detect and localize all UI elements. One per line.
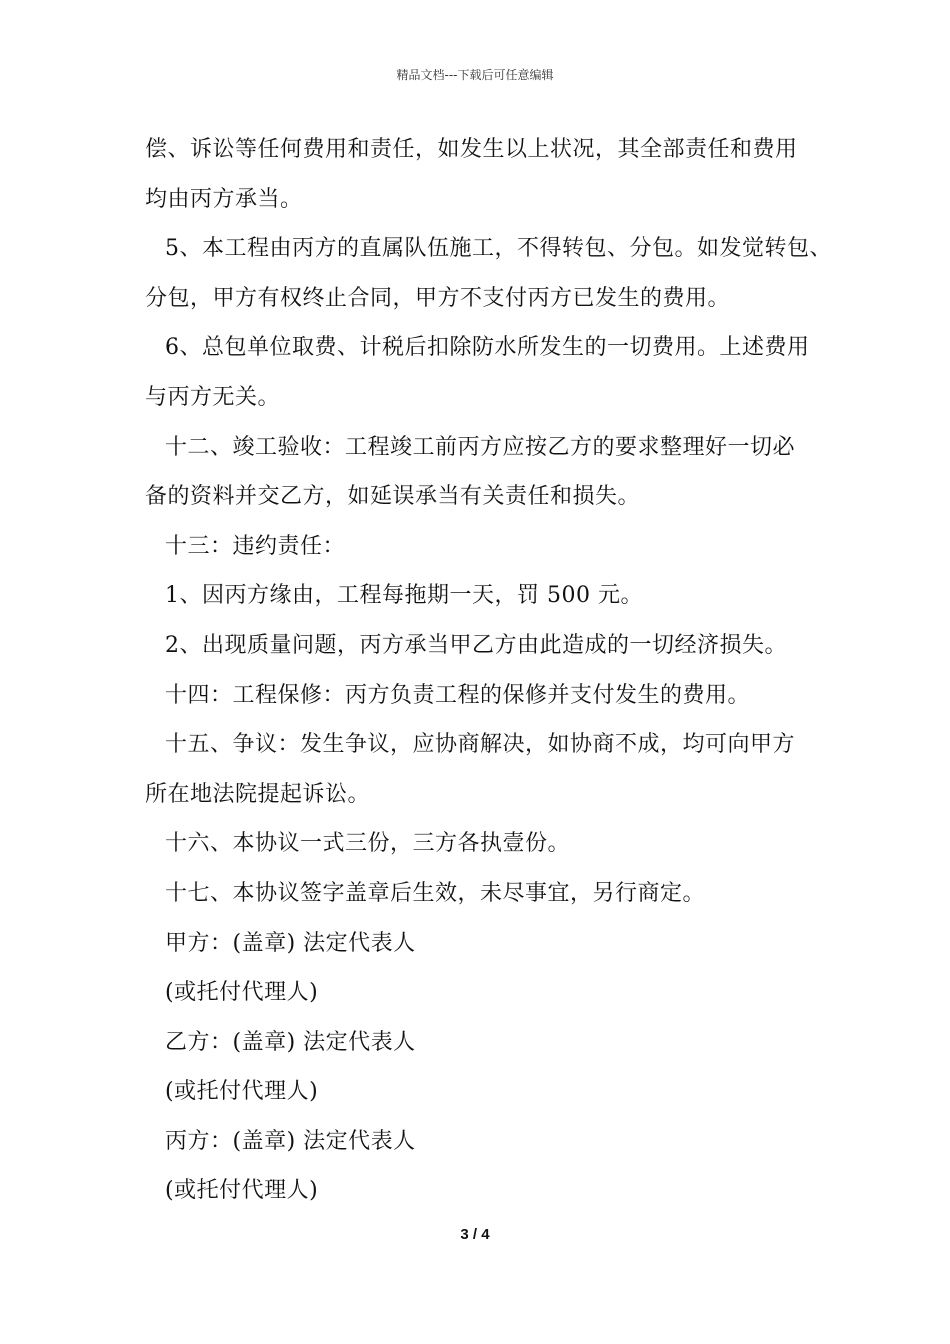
signature-line: (或托付代理人) [165,1178,319,1204]
text-line: 6、总包单位取费、计税后扣除防水所发生的一切费用。上述费用 [165,335,810,361]
document-body [145,125,835,1216]
text-line: 分包，甲方有权终止合同，甲方不支付丙方已发生的费用。 [145,285,731,311]
text-line: 十二、竣工验收：工程竣工前丙方应按乙方的要求整理好一切必 [165,434,796,460]
signature-line: (或托付代理人) [165,980,319,1006]
page-number: 3 / 4 [460,1226,490,1243]
text-line: 偿、诉讼等任何费用和责任，如发生以上状况，其全部责任和费用 [145,137,798,162]
text-line: 十六、本协议一式三份，三方各执壹份。 [165,831,571,857]
text-line: 与丙方无关。 [145,384,281,410]
text-line: 十四：工程保修：丙方负责工程的保修并支付发生的费用。 [165,682,751,708]
signature-line: (或托付代理人) [165,1079,319,1105]
signature-line: 丙方：(盖章) 法定代表人 [165,1128,416,1154]
text-line: 所在地法院提起诉讼。 [145,781,371,807]
text-line: 备的资料并交乙方，如延误承当有关责任和损失。 [145,484,641,510]
signature-line: 甲方：(盖章) 法定代表人 [165,930,416,956]
text-line: 十七、本协议签字盖章后生效，未尽事宜，另行商定。 [165,880,706,906]
text-line: 2、出现质量问题，丙方承当甲乙方由此造成的一切经济损失。 [165,632,787,658]
signature-line: 乙方：(盖章) 法定代表人 [165,1029,416,1055]
page-header: 精品文档---下载后可任意编辑 [396,68,554,82]
text-line: 十三：违约责任： [165,533,346,559]
text-line: 均由丙方承当。 [145,186,303,212]
text-line: 十五、争议：发生争议，应协商解决，如协商不成，均可向甲方 [165,732,796,758]
text-line: 1、因丙方缘由，工程每拖期一天，罚 500 元。 [165,583,643,609]
text-line: 5、本工程由丙方的直属队伍施工，不得转包、分包。如发觉转包、 [165,236,832,262]
